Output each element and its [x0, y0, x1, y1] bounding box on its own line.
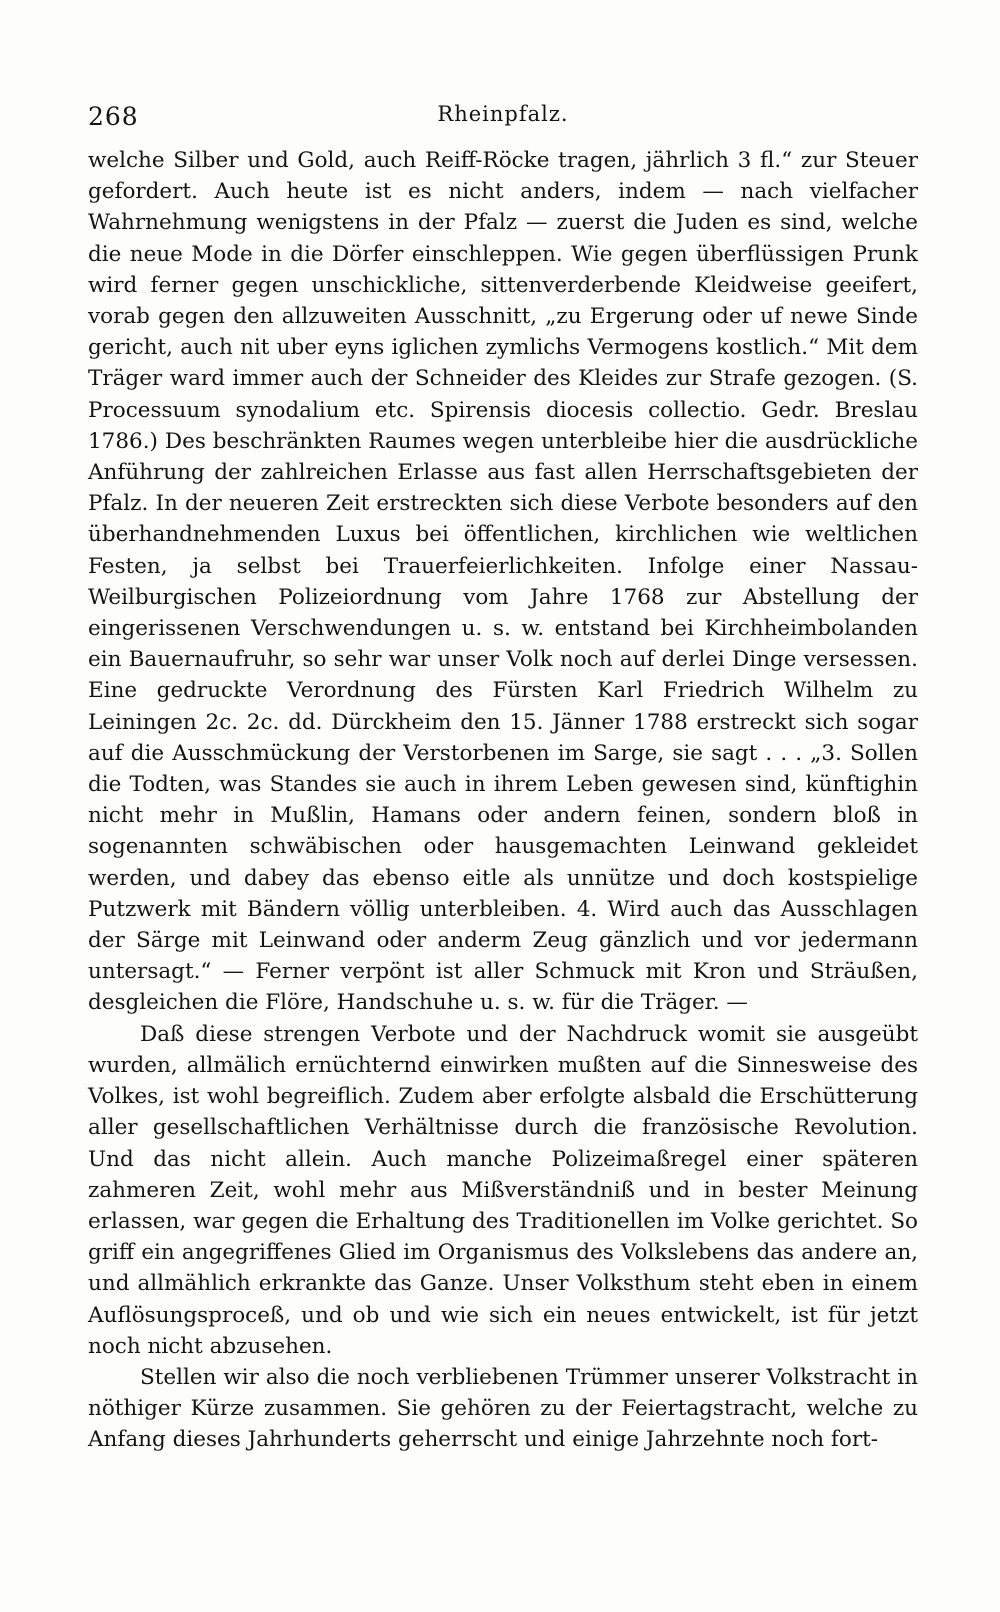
paragraph-2: Daß diese strengen Verbote und der Nachdruck womit sie ausgeübt wurden, allmälich ernüchternd einwirken mußten auf die Sinnesweise des Volkes, ist wohl begreiflich. Zudem aber erfolgte alsbald die Erschütterung aller gesellschaftlichen Verhältnisse durch die französische Revolution. Und das nicht allein. Auch manche Polizeimaßregel einer späteren zahmeren Zeit, wohl mehr aus Mißverständniß und in bester Meinung erlassen, war gegen die Erhaltung des Traditionellen im Volke gerichtet. So griff ein angegriffenes Glied im Organismus des Volkslebens das andere an, und allmählich erkrankte das Ganze. Unser Volksthum steht eben in einem Auflösungsproceß, und ob und wie sich ein neues entwickelt, ist für jetzt noch nicht abzusehen.	[88, 1021, 918, 1359]
paragraph-1: welche Silber und Gold, auch Reiff-Röcke tragen, jährlich 3 fl.“ zur Steuer gefordert. Auch heute ist es nicht anders, indem — nach vielfacher Wahrnehmung wenigstens in der Pfalz — zuerst die Juden es sind, welche die neue Mode in die Dörfer einschleppen. Wie gegen überflüssigen Prunk wird ferner gegen unschickliche, sittenverderbende Kleidweise geeifert, vorab gegen den allzuweiten Ausschnitt, „zu Ergerung oder uf newe Sinde gericht, auch nit uber eyns iglichen zymlichs Vermogens kostlich.“ Mit dem Träger ward immer auch der Schneider des Kleides zur Strafe gezogen. (S. Processuum synodalium etc. Spirensis diocesis collectio. Gedr. Breslau 1786.) Des beschränkten Raumes wegen unterbleibe hier die ausdrückliche Anführung der zahlreichen Erlasse aus fast allen Herrschaftsgebieten der Pfalz. In der neueren Zeit erstreckten sich diese Verbote besonders auf den überhandnehmenden Luxus bei öffentlichen, kirchlichen wie weltlichen Festen, ja selbst bei Trauerfeierlichkeiten. Infolge einer Nassau-Weilburgischen Polizeiordnung vom Jahre 1768 zur Abstellung der eingerissenen Verschwendungen u. s. w. entstand bei Kirchheimbolanden ein Bauernaufruhr, so sehr war unser Volk noch auf derlei Dinge versessen. Eine gedruckte Verordnung des Fürsten Karl Friedrich Wilhelm zu Leiningen 2c. 2c. dd. Dürckheim den 15. Jänner 1788 erstreckt sich sogar auf die Ausschmückung der Verstorbenen im Sarge, sie sagt . . . „3. Sollen die Todten, was Standes sie auch in ihrem Leben gewesen sind, künftighin nicht mehr in Mußlin, Hamans oder andern feinen, sondern bloß in sogenannten schwäbischen oder hausgemachten Leinwand gekleidet werden, und dabey das ebenso eitle als unnütze und doch kostspielige Putzwerk mit Bändern völlig unterbleiben. 4. Wird auch das Ausschlagen der Särge mit Leinwand oder anderm Zeug gänzlich und vor jedermann untersagt.“ — Ferner verpönt ist aller Schmuck mit Kron und Sträußen, desgleichen die Flöre, Handschuhe u. s. w. für die Träger. —	[88, 148, 918, 1016]
page-body	[88, 145, 918, 1456]
page-number: 268	[88, 102, 139, 131]
paragraph-3: Stellen wir also die noch verbliebenen Trümmer unserer Volkstracht in nöthiger Kürze zusammen. Sie gehören zu der Feiertagstracht, welche zu Anfang dieses Jahrhunderts geherrscht und einige Jahrzehnte noch fort-	[88, 1364, 918, 1453]
running-head: Rheinpfalz.	[437, 102, 569, 126]
page-header	[88, 98, 918, 138]
